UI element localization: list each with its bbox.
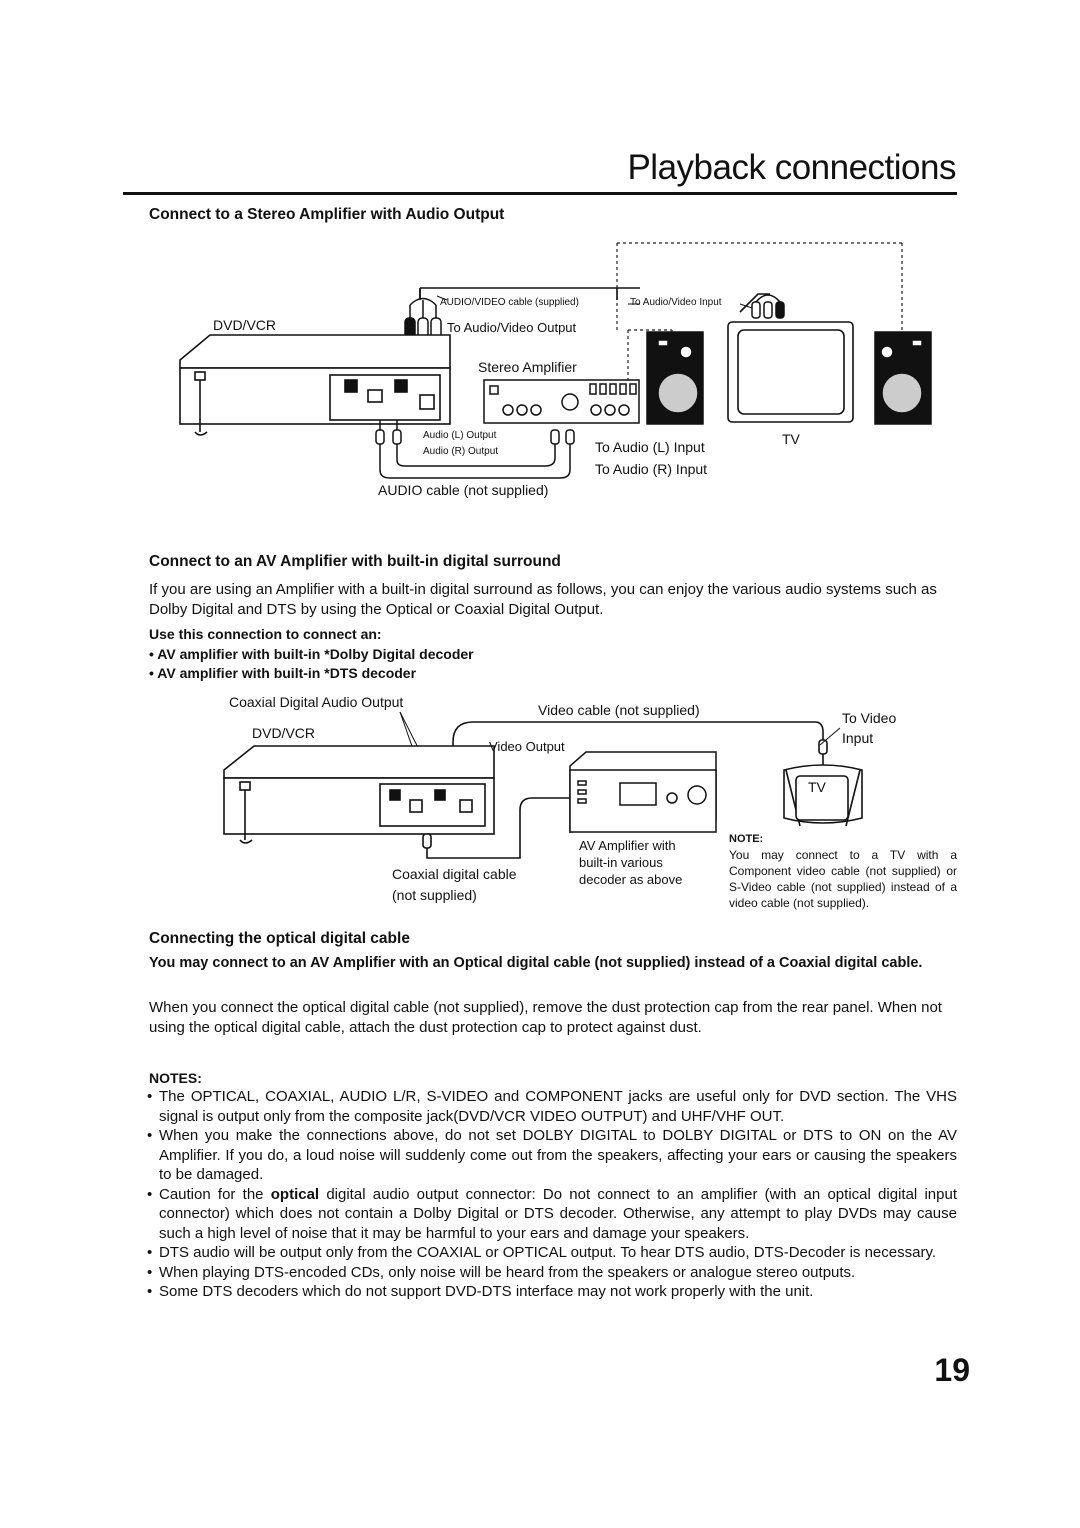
section3-para: When you connect the optical digital cable (not supplied), remove the dust protection cap from the rear panel. When not using the optical digital cable, attach the dust protection cap to protect against dust. <box>149 999 942 1036</box>
note-item-text: When playing DTS-encoded CDs, only noise will be heard from the speakers or analogue stereo outputs. <box>159 1263 856 1281</box>
label-video-cable: Video cable (not supplied) <box>538 702 700 718</box>
note-item-bold: optical <box>270 1185 320 1203</box>
label-to-av-input: To Audio/Video Input <box>630 297 722 308</box>
note-label: NOTE: <box>729 833 764 845</box>
notes-list <box>147 1087 957 1302</box>
section1-heading: Connect to a Stereo Amplifier with Audio Output <box>149 206 505 223</box>
page-title: Playback connections <box>627 148 956 187</box>
label-av-amp-1: AV Amplifier with <box>579 838 676 853</box>
bullet-dolby: • AV amplifier with built-in *Dolby Digital decoder <box>149 646 474 662</box>
label-av-amp-3: decoder as above <box>579 872 683 887</box>
label-to-video-1: To Video <box>842 710 897 726</box>
note-item-text: Some DTS decoders which do not support DVD-DTS interface may not work properly with the unit. <box>159 1283 814 1300</box>
label-tv-2: TV <box>808 779 826 795</box>
note-item-text: DTS audio will be output only from the COAXIAL or OPTICAL output. To hear DTS audio, DTS-Decoder is necessary. <box>159 1244 937 1261</box>
note-item-text: When you make the connections above, do not set DOLBY DIGITAL to DOLBY DIGITAL or DTS to ON on the AV Amplifier. If you do, a loud noise will suddenly come out from the speakers, affecting your ears or causing the speakers to be damaged. <box>159 1127 957 1183</box>
section2-heading: Connect to an AV Amplifier with built-in digital surround <box>149 553 561 570</box>
note-item: • Caution for the optical digital audio output connector: Do not connect to an amplifier (with an optical digital input connector) which does not contain a Dolby Digital or DTS decoder. Otherwise, any attempt to play DVDs may cause such a high level of noise that it may be harmful to your ears and damage your speakers. <box>147 1185 957 1242</box>
label-dvd-vcr-1: DVD/VCR <box>213 317 277 333</box>
label-to-audio-r-input: To Audio (R) Input <box>595 461 708 477</box>
label-coax-cable-2: (not supplied) <box>392 887 477 903</box>
note-item-prefix: Caution for the <box>159 1185 264 1203</box>
label-coax-output: Coaxial Digital Audio Output <box>229 694 404 710</box>
label-to-av-output: To Audio/Video Output <box>447 320 577 335</box>
label-coax-cable-1: Coaxial digital cable <box>392 866 517 882</box>
label-audio-cable: AUDIO cable (not supplied) <box>378 482 549 498</box>
note-item: • When playing DTS-encoded CDs, only noise will be heard from the speakers or analogue stereo outputs. <box>147 1263 856 1281</box>
note-item: • DTS audio will be output only from the COAXIAL or OPTICAL output. To hear DTS audio, DTS-Decoder is necessary. <box>147 1244 937 1261</box>
label-video-output: Video Output <box>489 739 565 754</box>
note-item-text: digital audio output connector: Do not connect to an amplifier (with an optical digital input connector) which does not contain a Dolby Digital or DTS decoder. Otherwise, any attempt to play DVDs may cause such a high level of noise that it may be harmful to your ears and damage your speakers. <box>159 1185 957 1242</box>
note-item: • The OPTICAL, COAXIAL, AUDIO L/R, S-VIDEO and COMPONENT jacks are useful only for DVD section. The VHS signal is output only from the composite jack(DVD/VCR VIDEO OUTPUT) and UHF/VHF OUT. <box>147 1088 957 1125</box>
use-heading: Use this connection to connect an: <box>149 626 382 642</box>
note-text: You may connect to a TV with a Component video cable (not supplied) or S-Video cable (not supplied) instead of a video cable (not supplied). <box>729 848 957 910</box>
label-stereo-amp: Stereo Amplifier <box>478 359 577 375</box>
section2-intro: If you are using an Amplifier with a built-in digital surround as follows, you can enjoy the various audio systems such as Dolby Digital and DTS by using the Optical or Coaxial Digital Output. <box>149 581 937 618</box>
label-av-amp-2: built-in various <box>579 855 663 870</box>
notes-label: NOTES: <box>149 1070 202 1086</box>
label-to-audio-l-input: To Audio (L) Input <box>595 439 705 455</box>
label-to-video-2: Input <box>842 730 874 746</box>
note-item: • Some DTS decoders which do not support DVD-DTS interface may not work properly with the unit. <box>147 1283 814 1300</box>
section3-bold-para: You may connect to an AV Amplifier with an Optical digital cable (not supplied) instead of a Coaxial digital cable. <box>149 955 923 971</box>
bullet-dolby-text: AV amplifier with built-in *Dolby Digital decoder <box>157 646 474 662</box>
bullet-dts: • AV amplifier with built-in *DTS decoder <box>149 665 417 681</box>
note-item-text: The OPTICAL, COAXIAL, AUDIO L/R, S-VIDEO and COMPONENT jacks are useful only for DVD section. The VHS signal is output only from the composite jack(DVD/VCR VIDEO OUTPUT) and UHF/VHF OUT. <box>159 1088 957 1125</box>
note-item: • When you make the connections above, do not set DOLBY DIGITAL to DOLBY DIGITAL or DTS to ON on the AV Amplifier. If you do, a loud noise will suddenly come out from the speakers, affecting your ears or causing the speakers to be damaged. <box>147 1127 957 1183</box>
label-tv-1: TV <box>782 431 800 447</box>
section3-heading: Connecting the optical digital cable <box>149 930 410 947</box>
label-audio-l-output: Audio (L) Output <box>423 430 497 441</box>
label-audio-r-output: Audio (R) Output <box>423 446 499 457</box>
label-dvd-vcr-2: DVD/VCR <box>252 725 316 741</box>
label-av-cable: AUDIO/VIDEO cable (supplied) <box>440 297 579 308</box>
bullet-dts-text: AV amplifier with built-in *DTS decoder <box>157 665 417 681</box>
page-number: 19 <box>934 1352 970 1388</box>
